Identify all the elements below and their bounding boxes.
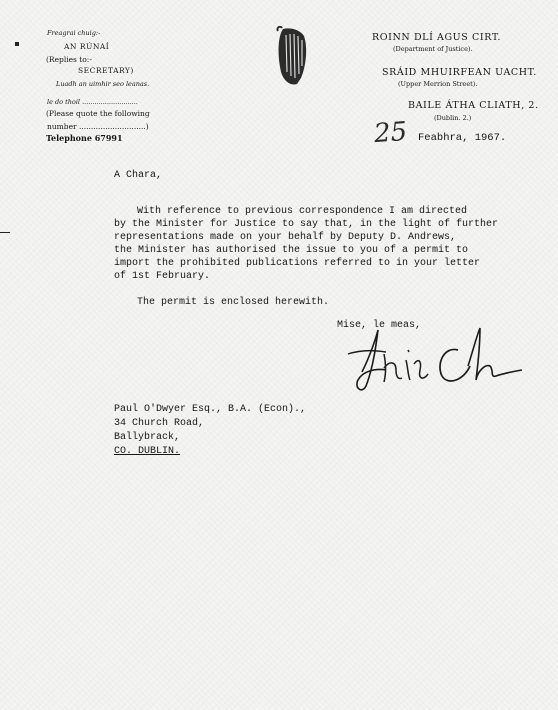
body-line-3: representations made on your behalf by Deputy D. Andrews, <box>114 232 457 243</box>
body-line-1: With reference to previous correspondence I am directed <box>137 206 468 217</box>
quote-note-irish: Luadh an uimhir seo leanas. <box>56 80 150 88</box>
date-typed: Feabhra, 1967. <box>418 132 507 144</box>
signature <box>340 324 530 394</box>
city-name-irish: BAILE ÁTHA CLIATH, 2. <box>408 100 539 111</box>
department-name-english: (Department of Justice). <box>393 45 473 53</box>
department-name-irish: ROINN DLÍ AGUS CIRT. <box>372 32 501 43</box>
fold-mark <box>0 232 10 233</box>
address-county: CO. DUBLIN. <box>114 446 181 457</box>
address-street: 34 Church Road, <box>114 418 205 429</box>
body-line-6: of 1st February. <box>114 271 211 282</box>
telephone-number: Telephone 67991 <box>46 133 123 143</box>
reply-intro: Freagrai chuig:- <box>47 29 101 37</box>
street-name-irish: SRÁID MHUIRFEAN UACHT. <box>382 67 537 78</box>
body-line-4: the Minister has authorised the issue to you of a permit to <box>114 245 469 256</box>
enclosure-line: The permit is enclosed herewith. <box>137 297 330 308</box>
date-handwritten-day: 25 <box>372 116 409 150</box>
please-quote-label: (Please quote the following <box>46 109 150 118</box>
city-name-english: (Dublin. 2.) <box>434 114 472 122</box>
secretary-title-irish: AN RÚNAÍ <box>64 42 110 51</box>
salutation: A Chara, <box>114 170 163 181</box>
addressee-name: Paul O'Dwyer Esq., B.A. (Econ)., <box>114 404 307 415</box>
secretary-title: SECRETARY) <box>78 66 134 75</box>
street-name-english: (Upper Merrion Street). <box>398 80 478 88</box>
harp-emblem-icon <box>273 26 313 88</box>
body-line-2: by the Minister for Justice to say that, in the light of further <box>114 219 499 230</box>
address-town: Ballybrack, <box>114 432 181 443</box>
closing: Mise, le meas, <box>337 320 422 331</box>
hole-punch-mark <box>15 42 19 46</box>
body-line-5: import the prohibited publications referred to in your letter <box>114 258 481 269</box>
reply-to-label: (Replies to:- <box>46 55 92 64</box>
reference-number-label: number ............................) <box>47 122 149 131</box>
reference-irish: le do thoil ........................... <box>47 98 138 106</box>
